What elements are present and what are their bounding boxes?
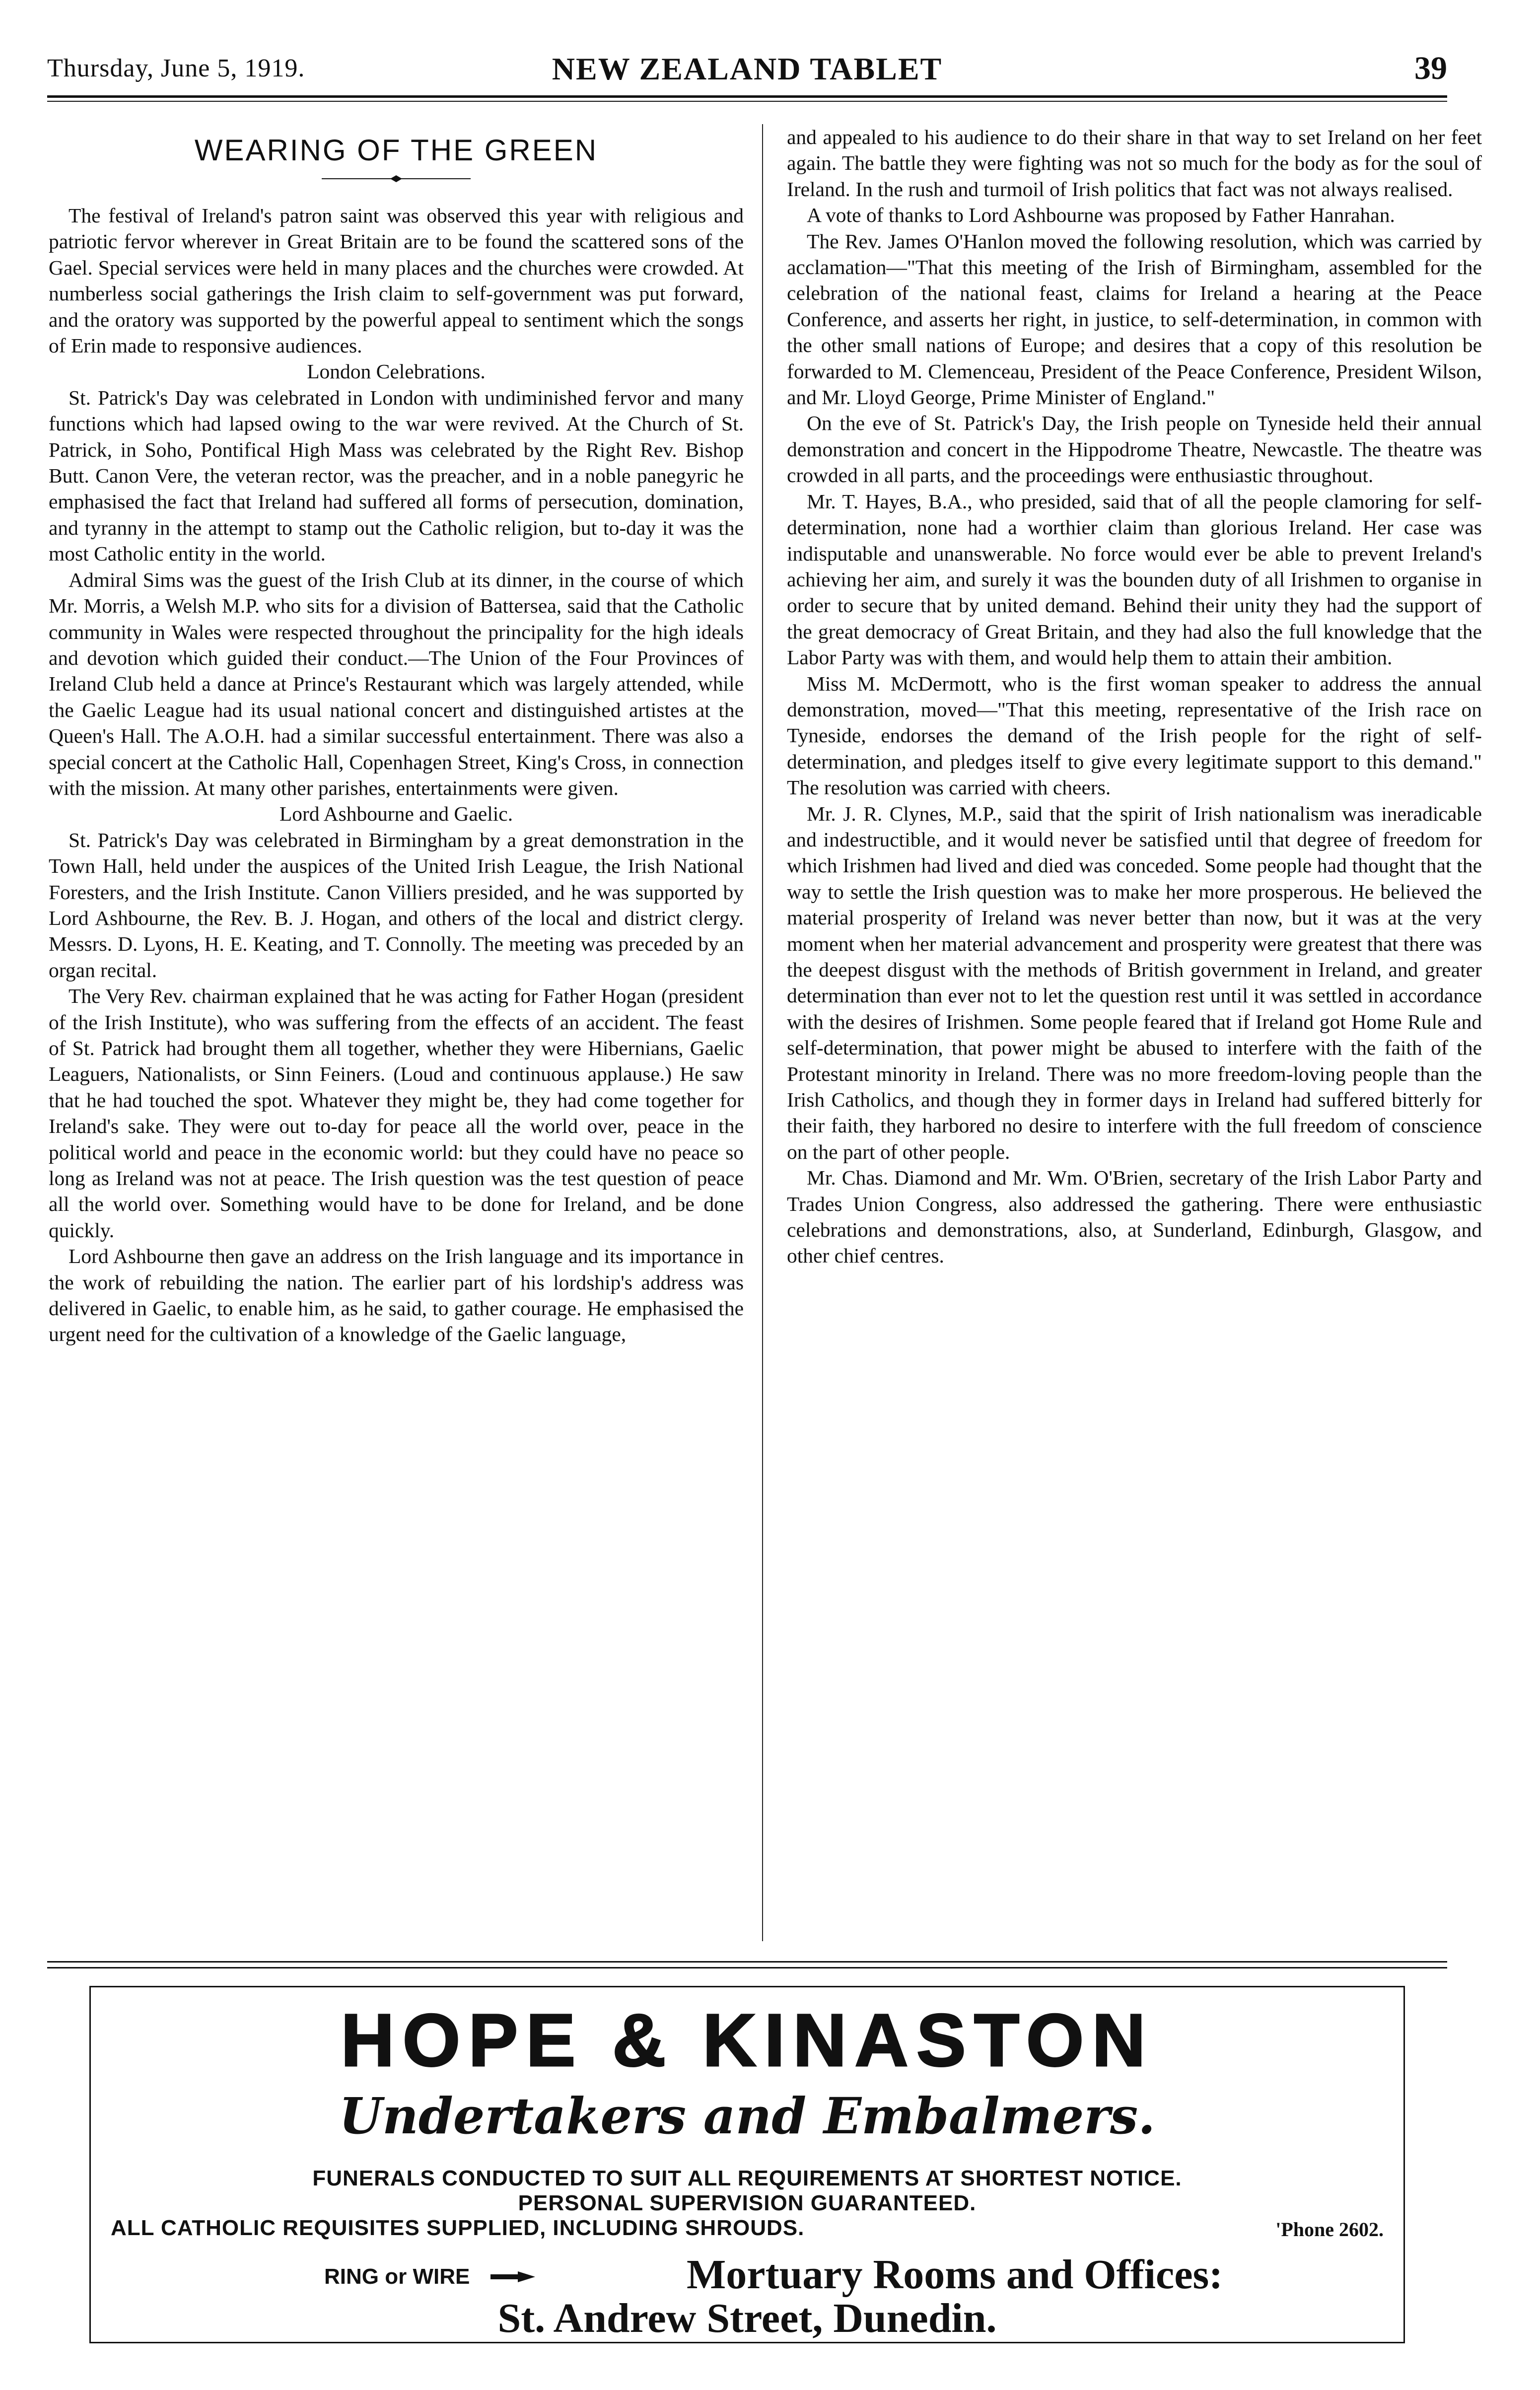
right-paragraph: A vote of thanks to Lord Ashbourne was proposed by Father Hanrahan.: [807, 204, 1395, 227]
issue-date: Thursday, June 5, 1919.: [47, 54, 305, 82]
ad-business-name: HOPE & KINASTON: [341, 1998, 1154, 2082]
column-divider: [762, 124, 763, 1941]
right-paragraph: and appealed to his audience to do their share in that way to set Ireland on her feet again. The battle they were fighting was not so much for the body as for the soul of Ireland. In the rush and turmoil of Irish politics that fact was not always realised.: [787, 126, 1482, 201]
masthead-rule-thin: [47, 101, 1447, 102]
right-paragraph: Mr. T. Hayes, B.A., who presided, said that of all the people clamoring for self-determination, none had a worthier claim than glorious Ireland. Her case was indisputable and unanswerable. No force would ever be able to prevent Ireland's achieving her aim, and surely it was the bounden duty of all Irishmen to organise in order to secure that by united demand. Behind their unity they had the support of the great democracy of Great Britain, and they had also the full knowledge that the Labor Party was with them, and would help them to attain their ambition.: [787, 490, 1482, 669]
ad-phone: 'Phone 2602.: [1275, 2218, 1384, 2241]
pointing-hand-icon: [490, 2269, 535, 2284]
ornament-rule-icon: [322, 175, 471, 183]
birmingham-paragraph: The Very Rev. chairman explained that he was acting for Father Hogan (president of the Irish Institute), who was suffering from the effects of an accident. The feast of St. Patrick had brought them all together, whether they were Hibernians, Gaelic Leaguers, Nationalists, or Sinn Feiners. (Loud and continuous applause.) He saw that he had touched the spot. Whatever they might be, they had come together for Ireland's sake. They were out to-day for peace all the world over, peace in the political world and peace in the economic world: but they could have no peace so long as Ireland was not at peace. The Irish question was the test question of peace all the world over. Something would have to be done for Ireland, and be done quickly.: [49, 984, 744, 1242]
right-paragraph: On the eve of St. Patrick's Day, the Irish people on Tyneside held their annual demonstration and concert in the Hippodrome Theatre, Newcastle. The theatre was crowded in all parts, and the proceedings were enthusiastic throughout.: [787, 412, 1482, 487]
subhead-ashbourne: Lord Ashbourne and Gaelic.: [279, 802, 513, 826]
ad-supervision-line: PERSONAL SUPERVISION GUARANTEED.: [518, 2191, 977, 2215]
ad-mortuary-rooms: Mortuary Rooms and Offices:: [687, 2251, 1223, 2298]
intro-paragraph: The festival of Ireland's patron saint was observed this year with religious and patriotic fervor wherever in Great Britain are to be found the scattered sons of the Gael. Special services were held in many places and the churches were crowded. At numberless social gatherings the Irish claim to self-government was put forward, and the oratory was supported by the powerful appeal to sentiment which the songs of Erin made to responsive audiences.: [49, 204, 744, 357]
ad-address: St. Andrew Street, Dunedin.: [497, 2295, 997, 2341]
section-rule: [47, 1961, 1447, 1963]
right-paragraph: Miss M. McDermott, who is the first woman speaker to address the annual demonstration, moved—"That this meeting, representative of the Irish race on Tyneside, endorses the demand of the Irish people for the right of self-determination, and pledges itself to give every legitimate support to this demand." The resolution was carried with cheers.: [787, 672, 1482, 799]
birmingham-paragraph: Lord Ashbourne then gave an address on the Irish language and its importance in the work of rebuilding the nation. The earlier part of his lordship's address was delivered in Gaelic, to enable him, as he said, to gather courage. He emphasised the urgent need for the cultivation of a knowledge of the Gaelic language,: [49, 1245, 744, 1346]
ad-ring-or-wire: RING or WIRE: [324, 2264, 470, 2289]
right-paragraph: The Rev. James O'Hanlon moved the following resolution, which was carried by acclamation—"That this meeting of the Irish of Birmingham, assembled for the celebration of the national feast, claims for Ireland a hearing at the Peace Conference, and asserts her right, in justice, to self-determination, in common with the other small nations of Europe; and desires that a copy of this resolution be forwarded to M. Clemenceau, President of the Peace Conference, President Wilson, and Mr. Lloyd George, Prime Minister of England.": [787, 229, 1482, 409]
birmingham-paragraph: St. Patrick's Day was celebrated in Birmingham by a great demonstration in the Town Hall, held under the auspices of the United Irish League, the Irish National Foresters, and the Irish Institute. Canon Villiers presided, and he was supported by Lord Ashbourne, the Rev. B. J. Hogan, and others of the local and district clergy. Messrs. D. Lyons, H. E. Keating, and T. Connolly. The meeting was preceded by an organ recital.: [49, 828, 744, 982]
subhead-london: London Celebrations.: [307, 360, 486, 383]
ad-funerals-line: FUNERALS CONDUCTED TO SUIT ALL REQUIREMENTS AT SHORTEST NOTICE.: [312, 2166, 1182, 2190]
masthead-rule: [47, 95, 1447, 98]
left-column: [49, 124, 744, 1347]
publication-title: NEW ZEALAND TABLET: [552, 51, 943, 86]
right-paragraph: Mr. J. R. Clynes, M.P., said that the spirit of Irish nationalism was ineradicable and indestructible, and it would never be satisfied until that degree of freedom for which Irishmen had lived and died was conceded. Some people had thought that the way to settle the Irish question was to make her more prosperous. He believed the material prosperity of Ireland was never better than now, but it was at the very moment when her material advancement and prosperity were greatest that there was the deepest disgust with the methods of British government in Ireland, and greater determination than ever not to let the question rest until it was settled in accordance with the desires of Irishmen. Some people feared that if Ireland got Home Rule and self-determination, that power might be abused to interfere with the faith of the Protestant minority in Ireland. There was no more freedom-loving people than the Irish Catholics, and though they in former days in Ireland had suffered bitterly for their faith, they harbored no desire to interfere with the full freedom of conscience on the part of other people.: [787, 802, 1482, 1163]
masthead: [47, 50, 1447, 94]
ad-requisites-line: ALL CATHOLIC REQUISITES SUPPLIED, INCLUDING SHROUDS.: [111, 2216, 805, 2240]
london-paragraph: Admiral Sims was the guest of the Irish Club at its dinner, in the course of which Mr. Morris, a Welsh M.P. who sits for a division of Battersea, said that the Catholic community in Wales were respected throughout the principality for the high ideals and devotion which guided their conduct.—The Union of the Four Provinces of Ireland Club held a dance at Prince's Restaurant which was largely attended, while the Gaelic League had its usual national concert and distinguished artistes at the Queen's Hall. The A.O.H. had a similar successful entertainment. There was also a special concert at the Catholic Hall, Copenhagen Street, King's Cross, in connection with the mission. At many other parishes, entertainments were given.: [49, 568, 744, 799]
right-column: [787, 124, 1482, 1269]
right-paragraph: Mr. Chas. Diamond and Mr. Wm. O'Brien, secretary of the Irish Labor Party and Trades Union Congress, also addressed the gathering. There were enthusiastic celebrations and demonstrations, also, at Sunderland, Edinburgh, Glasgow, and other chief centres.: [787, 1166, 1482, 1267]
advertisement-box: [89, 1986, 1405, 2343]
page-number: 39: [1414, 50, 1447, 86]
section-rule: [47, 1967, 1447, 1968]
ad-subtitle: Undertakers and Embalmers.: [339, 2087, 1156, 2145]
london-paragraph: St. Patrick's Day was celebrated in London with undiminished fervor and many functions which had lapsed owing to the war were revived. At the Church of St. Patrick, in Soho, Pontifical High Mass was celebrated by the Right Rev. Bishop Butt. Canon Vere, the veteran rector, was the preacher, and in a noble panegyric he emphasised the fact that Ireland had suffered all forms of persecution, domination, and tyranny in the attempt to stamp out the Catholic religion, but to-day it was the most Catholic entity in the world.: [49, 386, 744, 565]
article-title: WEARING OF THE GREEN: [194, 134, 598, 167]
